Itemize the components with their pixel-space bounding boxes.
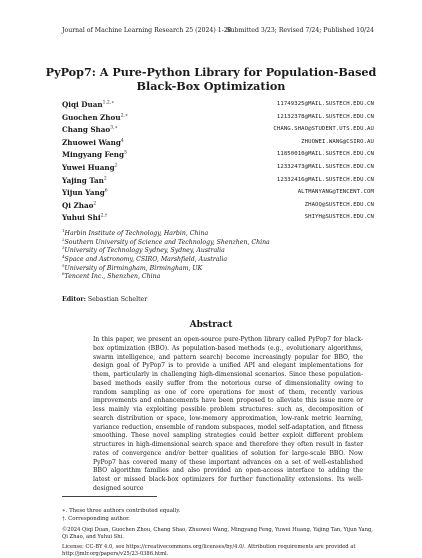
author-email[interactable]: ZHAOQ@SUSTECH.EDU.CN [304,201,374,208]
author-email[interactable]: SHIYH@SUSTECH.EDU.CN [304,214,374,221]
author-row [62,201,374,214]
affiliation-item: $^5$University of Birmingham, Birmingham, UK [62,262,203,272]
title-line-2: Black-Box Optimization [136,79,286,93]
author-name: Zhuowei Wang$^4$ [62,137,124,147]
author-affil-marker: 2,† [100,213,108,219]
affiliation-item: $^1$Harbin Institute of Technology, Harbin, China [62,228,209,238]
author-affil-marker: 1,2,∗ [102,100,115,106]
paper-title [40,65,382,93]
author-name: Qi Zhao$^2$ [62,200,97,210]
author-email[interactable]: 12332473@MAIL.SUSTECH.EDU.CN [276,163,374,170]
author-list [62,100,374,226]
footnote-equal-contribution: ∗. These three authors contributed equally. [62,508,181,514]
author-email[interactable]: 12132378@MAIL.SUSTECH.EDU.CN [276,113,374,120]
affiliation-item: $^4$Space and Astronomy, CSIRO, Marshfield, Australia [62,254,228,264]
affiliation-item: $^3$University of Technology Sydney, Sydney, Australia [62,245,225,255]
author-name: Guochen Zhou$^{2,∗}$ [62,112,128,122]
author-email[interactable]: CHANG.SHAO@STUDENT.UTS.EDU.AU [273,126,374,133]
footnote-area [62,508,374,558]
author-affil-marker: 3,∗ [110,125,118,131]
author-row [62,113,374,126]
author-email[interactable]: ALTMANYANG@TENCENT.COM [297,189,374,196]
journal-citation: Journal of Machine Learning Research 25 (2024) 1-28 [62,27,232,34]
affiliation-list [62,228,374,280]
author-affil-marker: 5 [124,150,127,156]
author-name: Yuwei Huang$^2$ [62,162,118,172]
author-name: Yuhui Shi$^{2,\dagger}$ [62,213,108,223]
title-line-1: PyPop7: A Pure-Python Library for Population-Based [45,65,377,79]
author-affil-marker: 2,∗ [120,113,128,119]
footnote-divider [62,496,157,497]
author-email[interactable]: 12332416@MAIL.SUSTECH.EDU.CN [276,176,374,183]
author-affil-marker: 2 [103,176,107,182]
footnote-corresponding: †. Corresponding author. [62,516,130,522]
author-row [62,150,374,163]
author-affil-marker: 2 [114,163,118,169]
author-row [62,176,374,189]
author-row [62,125,374,138]
submission-dates: Submitted 3/23; Revised 7/24; Published 10/24 [226,27,374,34]
author-row [62,163,374,176]
editor-line [62,296,147,303]
author-name: Mingyang Feng$^5$ [62,150,127,160]
author-affil-marker: 4 [120,138,124,144]
author-email[interactable]: ZHUOWEI.WANG@CSIRO.AU [301,138,374,145]
copyright-notice: ©2024 Qiqi Duan, Guochen Zhou, Chang Shao, Zhuowei Wang, Mingyang Feng, Yuwei Huang, Yajing Tan, Yijun Yang, Qi Zhao, and Yuhui Shi. [62,527,373,540]
author-row [62,138,374,151]
license-notice[interactable]: License: CC-BY 4.0, see https://creativecommons.org/licenses/by/4.0/. Attribution requirements are provided at http://jmlr.org/papers/v25/23-0386.html. [62,544,356,557]
author-name: Yajing Tan$^2$ [62,175,107,185]
author-name: Qiqi Duan$^{1,2,∗}$ [62,100,115,109]
author-row [62,100,374,113]
author-name: Yijun Yang$^6$ [62,188,108,198]
author-email[interactable]: 11850010@MAIL.SUSTECH.EDU.CN [276,151,374,158]
author-row [62,213,374,226]
affiliation-item: $^2$Southern University of Science and Technology, Shenzhen, China [62,236,270,246]
editor-label: Editor: [62,296,86,303]
abstract-heading: Abstract [189,320,233,330]
author-name: Chang Shao$^{3,∗}$ [62,125,118,135]
running-header [62,27,374,37]
abstract-text: In this paper, we present an open-source pure-Python library called PyPop7 for black-box optimization (BBO). As population-based methods (e.g., evolutionary algorithms, swarm intelligence, and pattern search) become increasingly popular for BBO, the design goal of PyPop7 is to provide a unified API and elegant implementations for them, particularly in challenging high-dimensional scenarios. Since these population-based methods easily suffer from the notorious curse of dimensionality owing to random sampling as one of core operations for most of them, recently various improvements and enhancements have been proposed to alleviate this issue more or less mainly via exploiting possible problem structures: such as, decomposition of search distribution or space, low-memory approximation, low-rank metric learning, variance reduction, ensemble of random subspaces, model self-adaptation, and fitness smoothing. These novel sampling strategies could better exploit different problem structures in high-dimensional search space and therefore they often result in faster rates of convergence and/or better qualities of solution for large-scale BBO. Now PyPop7 has covered many of these important advances on a set of well-established BBO algorithm families and also provided an open-access interface to adding the latest or missed black-box optimizers for further functionality extensions. Its well-designed source [93,336,363,492]
editor-name: Sebastian Schelter [87,296,148,303]
author-email[interactable]: 11749325@MAIL.SUSTECH.EDU.CN [276,101,374,107]
author-affil-marker: 2 [93,201,97,207]
author-row [62,188,374,201]
author-affil-marker: 6 [104,188,108,194]
affiliation-item: $^6$Tencent Inc., Shenzhen, China [62,271,161,281]
